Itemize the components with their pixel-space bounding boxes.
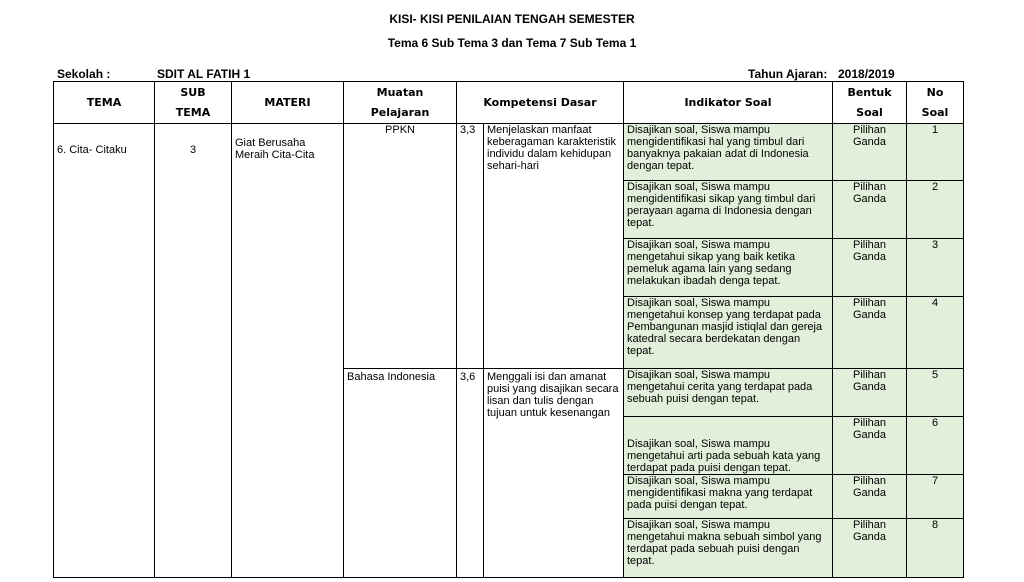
kd-text-cell: Menggali isi dan amanat puisi yang disajikan secara lisan dan tulis dengan tujuan untuk kesenangan xyxy=(484,369,624,578)
indikator-cell: Disajikan soal, Siswa mampu mengetahui cerita yang terdapat pada sebuah puisi dengan tepat. xyxy=(624,369,833,417)
kd-number-cell: 3,6 xyxy=(457,369,484,578)
no-soal-cell: 4 xyxy=(907,297,964,369)
tahun-ajaran-label: Tahun Ajaran: xyxy=(748,67,828,81)
kd-text-cell: Menjelaskan manfaat keberagaman karakteristik individu dalam kehidupan sehari-hari xyxy=(484,124,624,369)
muatan-cell: Bahasa Indonesia xyxy=(344,369,457,578)
header-muatan-pelajaran: Muatan Pelajaran xyxy=(344,82,457,124)
indikator-cell: Disajikan soal, Siswa mampu mengidentifikasi hal yang timbul dari banyaknya pakaian adat di Indonesia dengan tepat. xyxy=(624,124,833,181)
kisi-kisi-table xyxy=(53,81,964,578)
no-soal-cell: 2 xyxy=(907,181,964,239)
no-soal-cell: 5 xyxy=(907,369,964,417)
indikator-cell: Disajikan soal, Siswa mampu mengetahui arti pada sebuah kata yang terdapat pada puisi dengan tepat. xyxy=(624,417,833,475)
header-bentuk-soal: Bentuk Soal xyxy=(833,82,907,124)
header-kompetensi-dasar: Kompetensi Dasar xyxy=(457,82,624,124)
sub-tema-cell: 3 xyxy=(155,124,232,578)
kd-number-cell: 3,3 xyxy=(457,124,484,369)
sekolah-label: Sekolah : xyxy=(57,67,111,81)
header-no-soal: No Soal xyxy=(907,82,964,124)
bentuk-soal-cell: Pilihan Ganda xyxy=(833,475,907,519)
table-row xyxy=(54,124,964,181)
no-soal-cell: 8 xyxy=(907,519,964,578)
document-subtitle: Tema 6 Sub Tema 3 dan Tema 7 Sub Tema 1 xyxy=(387,36,637,50)
no-soal-cell: 1 xyxy=(907,124,964,181)
indikator-cell: Disajikan soal, Siswa mampu mengetahui sikap yang baik ketika pemeluk agama lain yang sedang melakukan ibadah denga tepat. xyxy=(624,239,833,297)
document-title: KISI- KISI PENILAIAN TENGAH SEMESTER xyxy=(389,12,635,26)
header-tema: TEMA xyxy=(54,82,155,124)
indikator-cell: Disajikan soal, Siswa mampu mengidentifikasi sikap yang timbul dari perayaan agama di Indonesia dengan tepat. xyxy=(624,181,833,239)
bentuk-soal-cell: Pilihan Ganda xyxy=(833,239,907,297)
tahun-ajaran-value: 2018/2019 xyxy=(838,67,895,81)
tema-cell: 6. Cita- Citaku xyxy=(54,124,155,578)
no-soal-cell: 7 xyxy=(907,475,964,519)
materi-cell: Giat Berusaha Meraih Cita-Cita xyxy=(232,124,344,578)
header-indikator-soal: Indikator Soal xyxy=(624,82,833,124)
sekolah-value: SDIT AL FATIH 1 xyxy=(157,67,251,81)
bentuk-soal-cell: Pilihan Ganda xyxy=(833,124,907,181)
bentuk-soal-cell: Pilihan Ganda xyxy=(833,181,907,239)
muatan-cell: PPKN xyxy=(344,124,457,369)
indikator-cell: Disajikan soal, Siswa mampu mengidentifikasi makna yang terdapat pada puisi dengan tepat. xyxy=(624,475,833,519)
bentuk-soal-cell: Pilihan Ganda xyxy=(833,369,907,417)
table-header-row xyxy=(54,82,964,124)
header-materi: MATERI xyxy=(232,82,344,124)
bentuk-soal-cell: Pilihan Ganda xyxy=(833,297,907,369)
no-soal-cell: 6 xyxy=(907,417,964,475)
header-sub-tema: SUB TEMA xyxy=(155,82,232,124)
indikator-cell: Disajikan soal, Siswa mampu mengetahui konsep yang terdapat pada Pembangunan masjid istiqlal dan gereja katedral secara berdekatan dengan tepat. xyxy=(624,297,833,369)
bentuk-soal-cell: Pilihan Ganda xyxy=(833,519,907,578)
indikator-cell: Disajikan soal, Siswa mampu mengetahui makna sebuah simbol yang terdapat pada sebuah puisi dengan tepat. xyxy=(624,519,833,578)
bentuk-soal-cell: Pilihan Ganda xyxy=(833,417,907,475)
no-soal-cell: 3 xyxy=(907,239,964,297)
